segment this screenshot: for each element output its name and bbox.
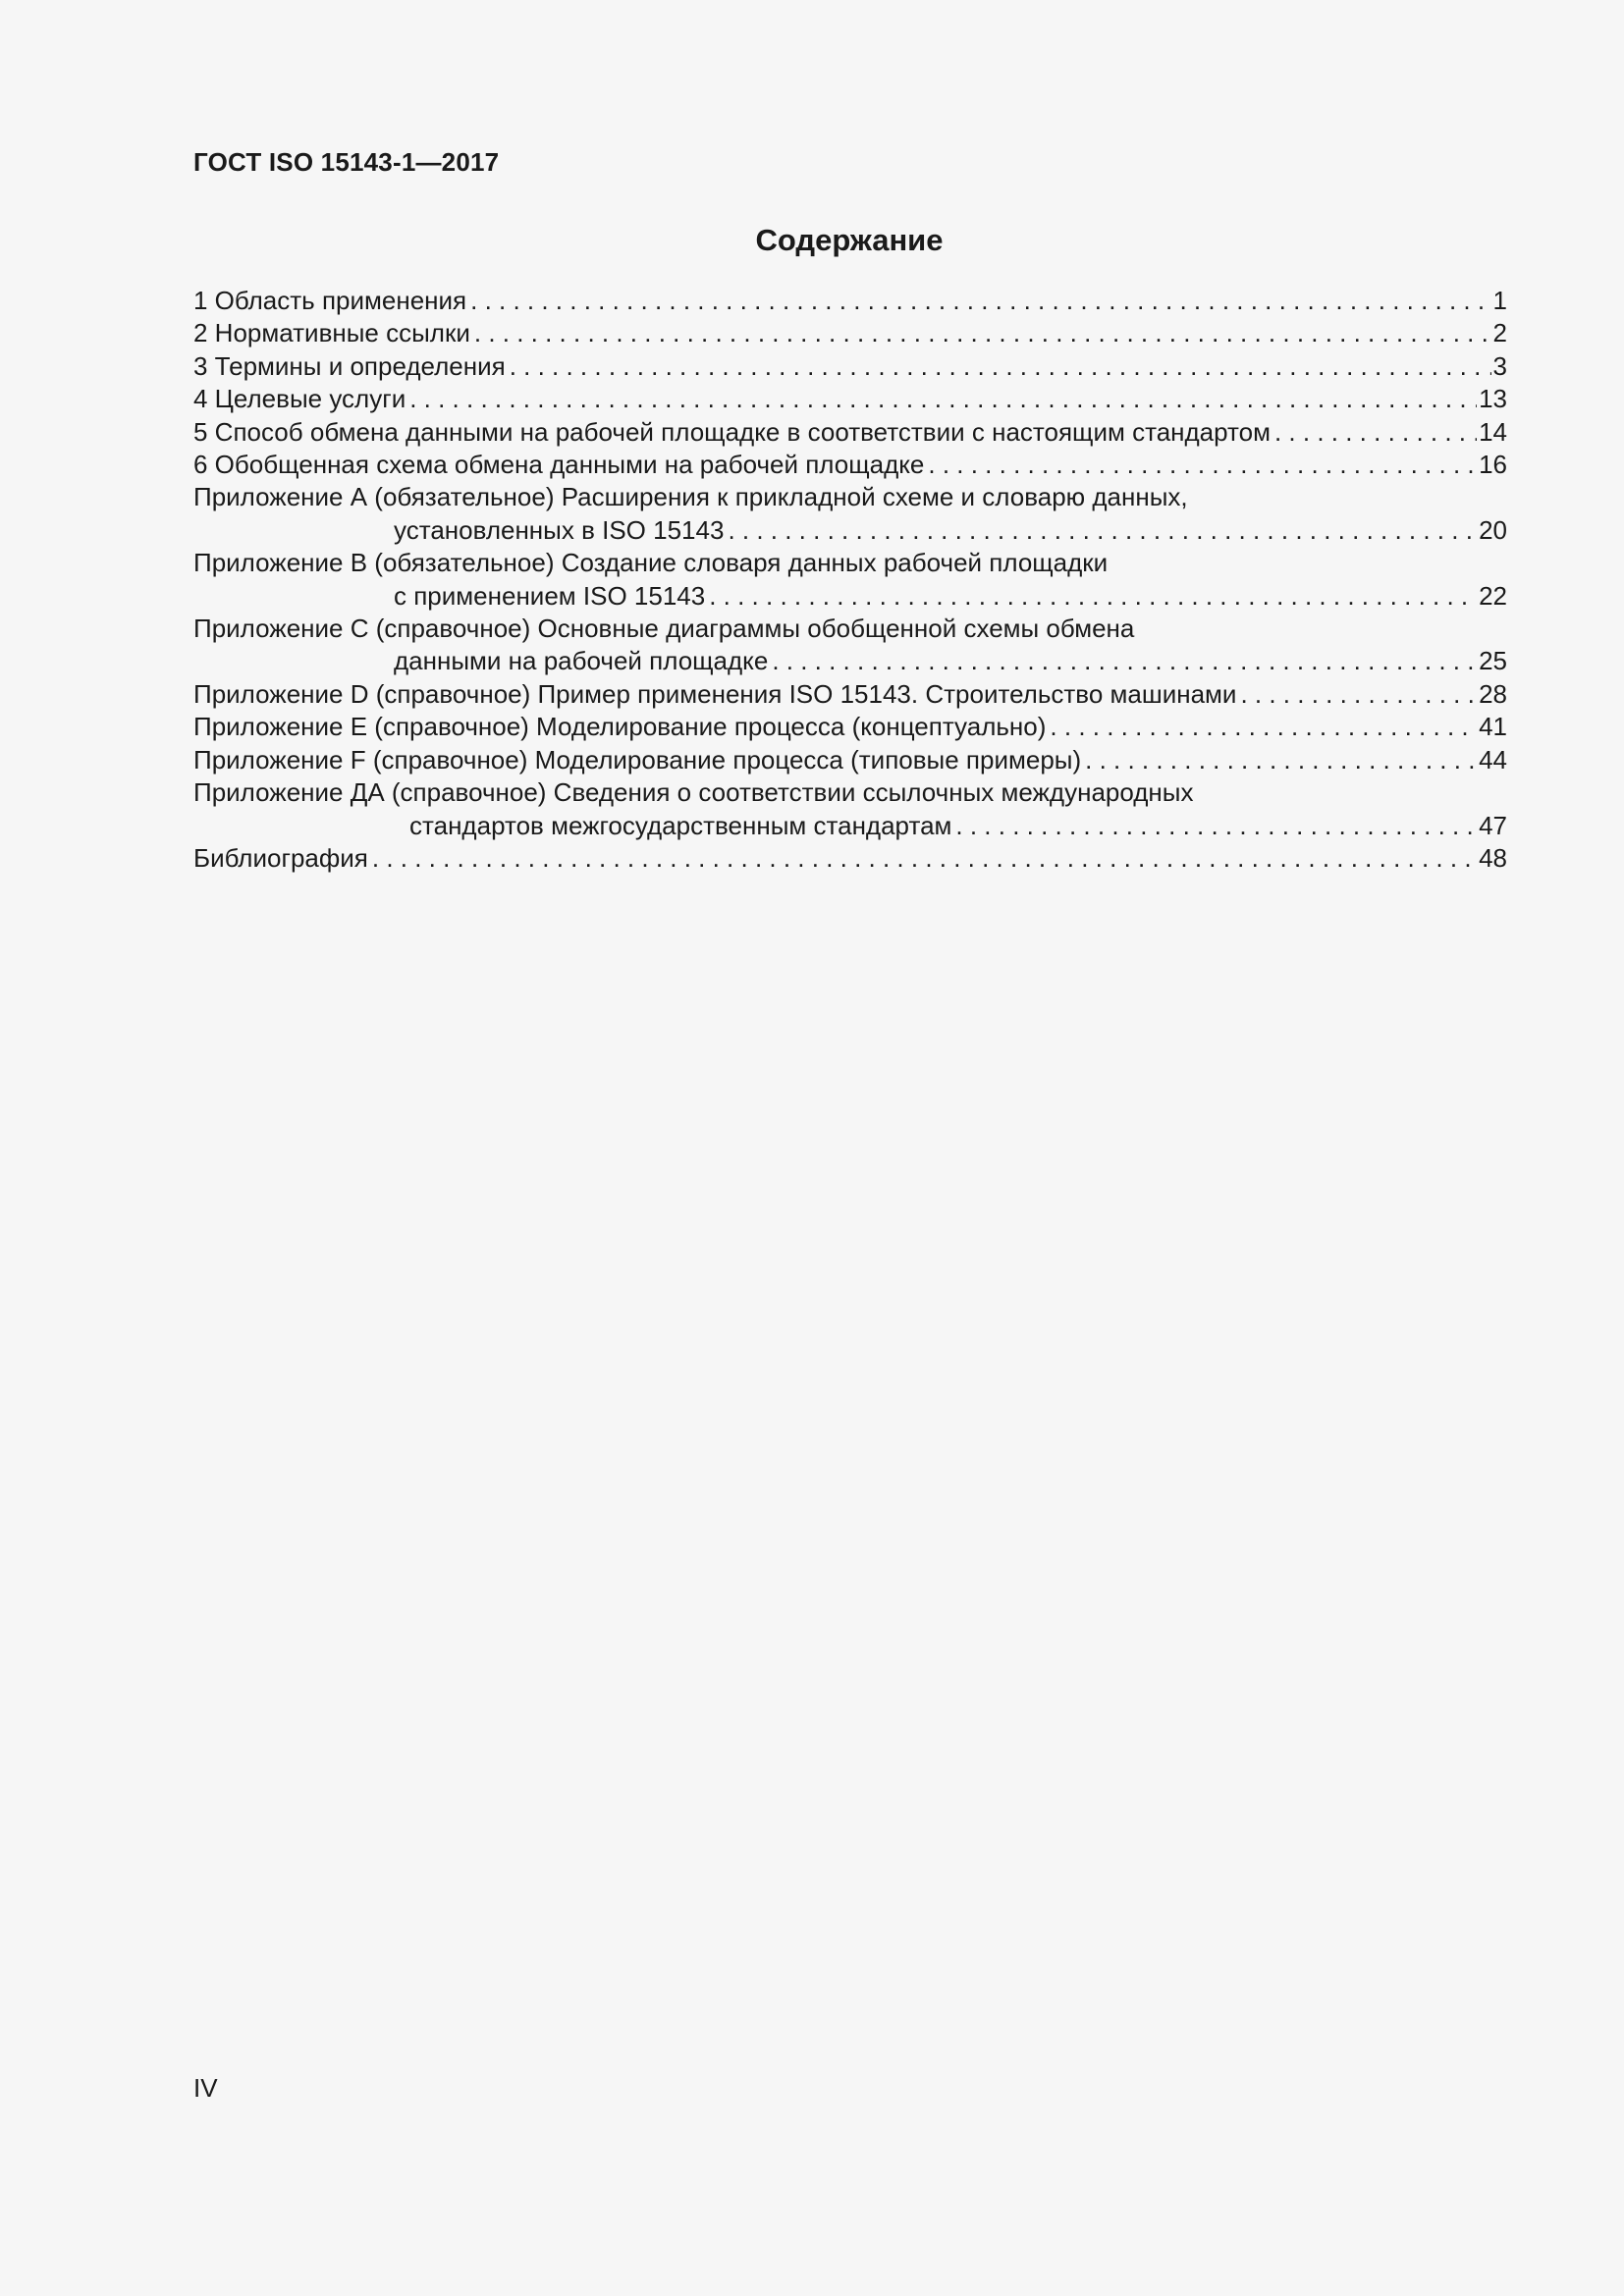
toc-entry-target-services[interactable] bbox=[193, 383, 1507, 415]
toc-entry-terms[interactable] bbox=[193, 350, 1507, 383]
dot-leader bbox=[470, 285, 1490, 317]
toc-entry-normative-references[interactable] bbox=[193, 317, 1507, 349]
toc-entry-label: Приложение D (справочное) Пример применения ISO 15143. Строительство машинами bbox=[193, 678, 1237, 709]
toc-title: Содержание bbox=[755, 223, 944, 257]
dot-leader bbox=[928, 449, 1477, 481]
toc-entry-label-continuation: с применением ISO 15143 bbox=[394, 580, 706, 611]
dot-leader bbox=[510, 350, 1491, 383]
dot-leader bbox=[772, 645, 1477, 677]
toc-entry-label-continuation: данными на рабочей площадке bbox=[394, 646, 769, 676]
toc-entry-label: 2 Нормативные ссылки bbox=[193, 318, 470, 348]
toc-entry-generic-schema[interactable] bbox=[193, 449, 1507, 481]
toc-page-number: 28 bbox=[1479, 678, 1507, 709]
dot-leader bbox=[1085, 744, 1477, 776]
toc-page-number: 3 bbox=[1492, 350, 1507, 381]
dot-leader bbox=[709, 580, 1477, 613]
toc-entry-annex-b[interactable] bbox=[193, 547, 1507, 613]
toc-entry-label: Библиография bbox=[193, 842, 368, 873]
toc-page-number: 47 bbox=[1479, 810, 1507, 840]
toc-entry-annex-da[interactable] bbox=[193, 776, 1507, 842]
toc-entry-annex-f[interactable] bbox=[193, 744, 1507, 776]
table-of-contents bbox=[193, 285, 1507, 875]
toc-page-number: 2 bbox=[1492, 318, 1507, 348]
toc-page-number: 25 bbox=[1479, 646, 1507, 676]
toc-page-number: 1 bbox=[1492, 286, 1507, 315]
toc-page-number: 41 bbox=[1479, 712, 1507, 742]
dot-leader bbox=[372, 842, 1477, 875]
dot-leader bbox=[474, 317, 1491, 349]
toc-entry-label: Приложение Е (справочное) Моделирование процесса (концептуально) bbox=[193, 712, 1047, 742]
toc-entry-label: Приложение В (обязательное) Создание словаря данных рабочей площадки bbox=[193, 548, 1109, 578]
toc-entry-label-continuation: стандартов межгосударственным стандартам bbox=[409, 810, 952, 840]
dot-leader bbox=[1240, 678, 1477, 711]
dot-leader bbox=[728, 514, 1477, 547]
toc-page-number: 48 bbox=[1479, 842, 1507, 873]
toc-entry-label: Приложение А (обязательное) Расширения к прикладной схеме и словарю данных, bbox=[193, 482, 1188, 512]
toc-entry-bibliography[interactable] bbox=[193, 842, 1507, 875]
dot-leader bbox=[409, 383, 1477, 415]
toc-page-number: 16 bbox=[1479, 450, 1507, 480]
toc-entry-annex-d[interactable] bbox=[193, 678, 1507, 711]
toc-entry-scope[interactable] bbox=[193, 285, 1507, 317]
page-number: IV bbox=[193, 2073, 218, 2103]
toc-entry-label-continuation: установленных в ISO 15143 bbox=[394, 514, 725, 545]
toc-entry-label: Приложение С (справочное) Основные диаграммы обобщенной схемы обмена bbox=[193, 614, 1135, 644]
dot-leader bbox=[955, 810, 1477, 842]
toc-entry-annex-c[interactable] bbox=[193, 613, 1507, 678]
toc-page-number: 14 bbox=[1479, 416, 1507, 447]
toc-entry-label: Приложение F (справочное) Моделирование процесса (типовые примеры) bbox=[193, 744, 1082, 774]
toc-entry-label: 5 Способ обмена данными на рабочей площадке в соответствии с настоящим стандартом bbox=[193, 416, 1271, 447]
document-code: ГОСТ ISO 15143-1—2017 bbox=[193, 147, 500, 177]
toc-entry-label: 3 Термины и определения bbox=[193, 350, 506, 381]
toc-page-number: 22 bbox=[1479, 580, 1507, 611]
toc-entry-annex-a[interactable] bbox=[193, 481, 1507, 547]
toc-entry-data-exchange-method[interactable] bbox=[193, 416, 1507, 449]
toc-entry-label: 1 Область применения bbox=[193, 286, 467, 315]
toc-entry-label: 4 Целевые услуги bbox=[193, 384, 406, 414]
toc-entry-label: Приложение ДА (справочное) Сведения о соответствии ссылочных международных bbox=[193, 777, 1194, 808]
toc-page-number: 44 bbox=[1479, 744, 1507, 774]
dot-leader bbox=[1050, 711, 1477, 743]
toc-entry-annex-e[interactable] bbox=[193, 711, 1507, 743]
toc-page-number: 20 bbox=[1479, 514, 1507, 545]
dot-leader bbox=[1274, 416, 1477, 449]
toc-page-number: 13 bbox=[1479, 384, 1507, 414]
toc-entry-label: 6 Обобщенная схема обмена данными на рабочей площадке bbox=[193, 450, 925, 480]
